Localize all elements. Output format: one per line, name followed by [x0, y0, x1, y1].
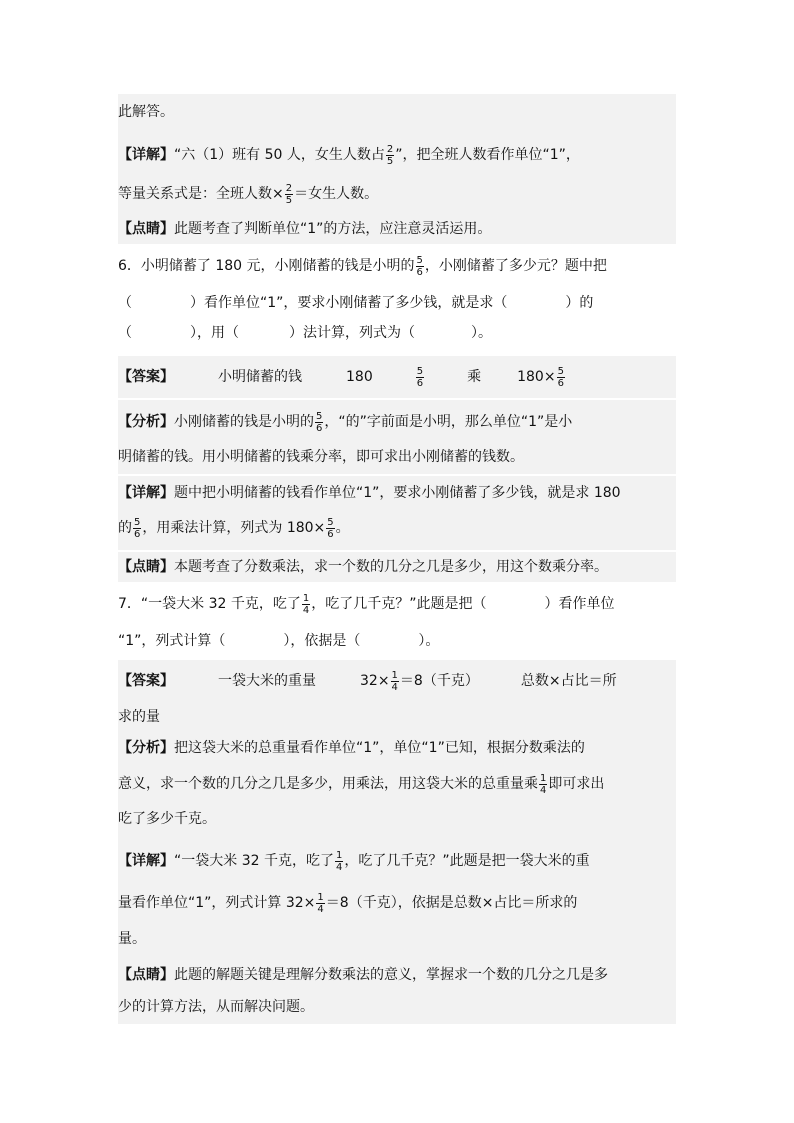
q7-line2: [118, 626, 676, 656]
fraction: [133, 517, 141, 540]
fraction: [315, 411, 323, 434]
denominator: 4: [317, 903, 324, 915]
numerator: 2: [386, 143, 394, 155]
q7-dianjing-line2: [118, 992, 676, 1024]
answer-tag: 【答案】: [118, 369, 174, 385]
text: “1”，列式计算（: [118, 633, 226, 649]
q7-line1: [118, 582, 676, 626]
text: 量。: [118, 931, 146, 947]
text: ＝8（千克）: [399, 673, 479, 689]
q5-tail-text: 此解答。: [118, 104, 174, 120]
denominator: 6: [416, 377, 424, 389]
numerator: 2: [285, 182, 293, 194]
text: ，用乘法计算，列式为 180×: [142, 520, 326, 536]
dianjing-tag: 【点睛】: [118, 221, 174, 237]
text: 题中把小明储蓄的钱看作单位“1”，要求小刚储蓄了多少钱，就是求 180: [174, 485, 621, 501]
numerator: 5: [134, 516, 141, 528]
numerator: 5: [557, 365, 564, 377]
xiangjie-tag: 【详解】: [118, 485, 174, 501]
q6-line3: [118, 318, 676, 348]
fraction: [285, 183, 293, 206]
fraction: [539, 773, 547, 796]
text: ），依据是（: [283, 633, 361, 649]
q6-answer: [118, 356, 676, 398]
q5-dianjing: [118, 214, 676, 244]
text: 的: [118, 520, 132, 536]
text: 本题考查了分数乘法，求一个数的几分之几是多少，用这个数乘分率。: [174, 559, 608, 575]
numerator: 1: [391, 669, 398, 681]
numerator: 5: [327, 516, 334, 528]
fenxi-tag: 【分析】: [118, 740, 174, 756]
answer-3-fraction: [416, 366, 424, 389]
answer-4: 乘: [467, 369, 482, 385]
text: ，吃了几千克？”此题是把（: [311, 596, 487, 612]
answer-tag: 【答案】: [118, 673, 174, 689]
fenxi-tag: 【分析】: [118, 414, 174, 430]
numerator: 5: [416, 365, 424, 377]
text: ，吃了几千克？”此题是把一袋大米的重: [344, 853, 590, 869]
xiangjie-tag: 【详解】: [118, 147, 174, 163]
text: 6．小明储蓄了 180 元，小刚储蓄的钱是小明的: [118, 258, 415, 274]
document-page: [118, 94, 676, 1024]
fraction: [326, 517, 334, 540]
text: 此题的解题关键是理解分数乘法的意义，掌握求一个数的几分之几是多: [174, 967, 608, 983]
q7-dianjing-line1: [118, 958, 676, 992]
text: 小刚储蓄的钱是小明的: [174, 414, 314, 430]
q6-fenxi-line2: [118, 444, 676, 474]
fraction: [391, 670, 399, 693]
denominator: 4: [302, 604, 310, 616]
dianjing-tag: 【点睛】: [118, 967, 174, 983]
text: 等量关系式是：全班人数×: [118, 186, 284, 202]
q7-answer-line2: [118, 702, 676, 732]
q6-line1: [118, 244, 676, 288]
denominator: 5: [386, 155, 394, 167]
text: 此题考查了判断单位“1”的方法，应注意灵活运用。: [174, 221, 492, 237]
denominator: 6: [557, 377, 564, 389]
q6-fenxi-line1: [118, 400, 676, 444]
text: “一袋大米 32 千克，吃了: [174, 853, 334, 869]
text: 7．“一袋大米 32 千克，吃了: [118, 596, 301, 612]
fraction: [386, 144, 394, 167]
text: 意义，求一个数的几分之几是多少，用乘法，用这袋大米的总重量乘: [118, 776, 538, 792]
answer-2: 32×: [360, 673, 390, 689]
text: 量看作单位“1”，列式计算 32×: [118, 895, 316, 911]
denominator: 5: [285, 194, 293, 206]
q7-fenxi-line1: [118, 732, 676, 764]
q7-xiangjie-line1: [118, 840, 676, 882]
q7-fenxi-line2: [118, 764, 676, 804]
text: ＝女生人数。: [294, 186, 379, 202]
q6-xiangjie-line1: [118, 476, 676, 510]
q5-xiangjie-line2: [118, 176, 676, 214]
xiangjie-tag: 【详解】: [118, 853, 174, 869]
text: ，小刚储蓄了多少元？题中把: [424, 258, 607, 274]
text: （: [118, 295, 132, 311]
text: 。: [335, 520, 350, 536]
denominator: 6: [416, 266, 423, 278]
text: 求的量: [118, 709, 160, 725]
text: ），用（: [190, 325, 239, 341]
text: 少的计算方法，从而解决问题。: [118, 999, 314, 1015]
q5-tail: [118, 94, 676, 134]
text: ”，把全班人数看作单位“1”，: [395, 147, 580, 163]
fraction: [302, 593, 310, 616]
answer-2: 180: [346, 369, 373, 385]
answer-1: 一袋大米的重量: [218, 673, 316, 689]
text: ）看作单位“1”，要求小刚储蓄了多少钱，就是求（: [190, 295, 508, 311]
denominator: 4: [540, 784, 547, 796]
q7-xiangjie-line2: [118, 882, 676, 924]
text: ）。: [471, 325, 492, 341]
denominator: 4: [335, 861, 343, 873]
numerator: 1: [540, 772, 547, 784]
text: ）看作单位: [544, 596, 615, 612]
text: 吃了多少千克。: [118, 811, 216, 827]
numerator: 1: [317, 891, 324, 903]
q5-xiangjie-line1: [118, 134, 676, 176]
denominator: 6: [134, 528, 141, 540]
q7-fenxi-line3: [118, 804, 676, 840]
numerator: 5: [316, 410, 323, 422]
numerator: 5: [416, 254, 423, 266]
text: “六（1）班有 50 人，女生人数占: [174, 147, 385, 163]
q6-dianjing: [118, 552, 676, 582]
text: ）法计算，列式为（: [289, 325, 415, 341]
q6-line2: [118, 288, 676, 318]
text: 把这袋大米的总重量看作单位“1”，单位“1”已知，根据分数乘法的: [174, 740, 585, 756]
text: 明储蓄的钱。用小明储蓄的钱乘分率，即可求出小刚储蓄的钱数。: [118, 449, 524, 465]
q7-xiangjie-line3: [118, 924, 676, 958]
text: ）。: [418, 633, 440, 649]
dianjing-tag: 【点睛】: [118, 559, 174, 575]
fraction: [557, 366, 565, 389]
denominator: 6: [327, 528, 334, 540]
answer-1: 小明储蓄的钱: [218, 369, 302, 385]
fraction: [335, 850, 343, 873]
text: ＝8（千克），依据是总数×占比＝所求的: [325, 895, 578, 911]
text: 即可求出: [548, 776, 605, 792]
denominator: 4: [391, 681, 398, 693]
numerator: 1: [335, 849, 343, 861]
answer-3: 总数×占比＝所: [520, 673, 617, 689]
q6-xiangjie-line2: [118, 510, 676, 550]
numerator: 1: [302, 592, 310, 604]
q7-answer-line1: [118, 660, 676, 702]
denominator: 6: [316, 422, 323, 434]
text: ，“的”字前面是小明，那么单位“1”是小: [324, 414, 573, 430]
text: （: [118, 325, 132, 341]
answer-5: 180×: [517, 369, 556, 385]
text: ）的: [565, 295, 594, 311]
fraction: [316, 892, 324, 915]
fraction: [416, 255, 424, 278]
